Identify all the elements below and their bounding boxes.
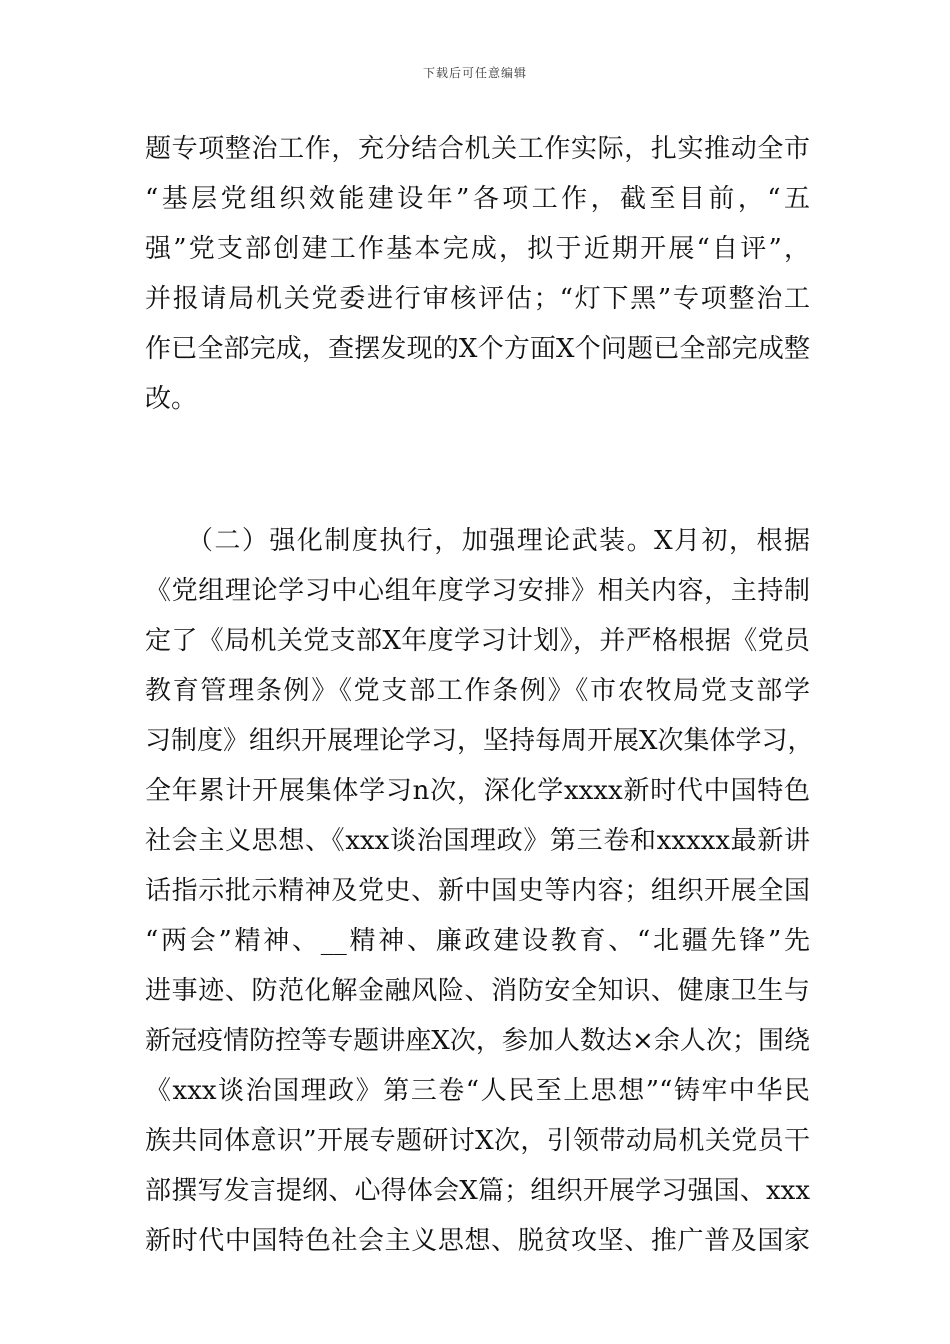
text-line: 定了《局机关党支部X年度学习计划》，并严格根据《党员 xyxy=(145,626,810,656)
text-line: （二）强化制度执行，加强理论武装。X月初，根据 xyxy=(145,526,810,556)
text-line: 教育管理条例》《党支部工作条例》《市农牧局党支部学 xyxy=(145,676,810,706)
text-line: “基层党组织效能建设年”各项工作，截至目前，“五 xyxy=(145,184,810,214)
text-line: 全年累计开展集体学习n次，深化学xxxx新时代中国特色 xyxy=(145,776,810,806)
text-line: 《xxx谈治国理政》第三卷“人民至上思想”“铸牢中华民 xyxy=(145,1076,810,1106)
text-line: 进事迹、防范化解金融风险、消防安全知识、健康卫生与 xyxy=(145,976,810,1006)
paragraph-gap xyxy=(145,424,810,516)
text-line: 话指示批示精神及党史、新中国史等内容；组织开展全国 xyxy=(145,876,810,906)
text-line: 《党组理论学习中心组年度学习安排》相关内容，主持制 xyxy=(145,576,810,606)
text-line: 强”党支部创建工作基本完成，拟于近期开展“自评”， xyxy=(145,234,810,264)
text-line: 改。 xyxy=(145,384,198,414)
text-line: 并报请局机关党委进行审核评估；“灯下黑”专项整治工 xyxy=(145,284,810,314)
text-line: 作已全部完成，查摆发现的X个方面X个问题已全部完成整 xyxy=(145,334,810,364)
text-line: 题专项整治工作，充分结合机关工作实际，扎实推动全市 xyxy=(145,134,810,164)
paragraph-2 xyxy=(145,516,814,1266)
text-line: 习制度》组织开展理论学习，坚持每周开展X次集体学习， xyxy=(145,726,814,756)
text-line: “两会”精神、__精神、廉政建设教育、“北疆先锋”先 xyxy=(145,926,810,956)
text-line: 社会主义思想、《xxx谈治国理政》第三卷和xxxxx最新讲 xyxy=(145,826,810,856)
document-body xyxy=(145,124,814,1266)
text-line: 族共同体意识”开展专题研讨X次，引领带动局机关党员干 xyxy=(145,1126,810,1156)
page-header: 下载后可任意编辑 xyxy=(422,66,527,80)
paragraph-1 xyxy=(145,124,810,424)
text-line: 新冠疫情防控等专题讲座X次，参加人数达×余人次；围绕 xyxy=(145,1026,810,1056)
text-line: 部撰写发言提纲、心得体会X篇；组织开展学习强国、xxx xyxy=(145,1176,810,1206)
text-line: 新时代中国特色社会主义思想、脱贫攻坚、推广普及国家 xyxy=(145,1226,810,1256)
